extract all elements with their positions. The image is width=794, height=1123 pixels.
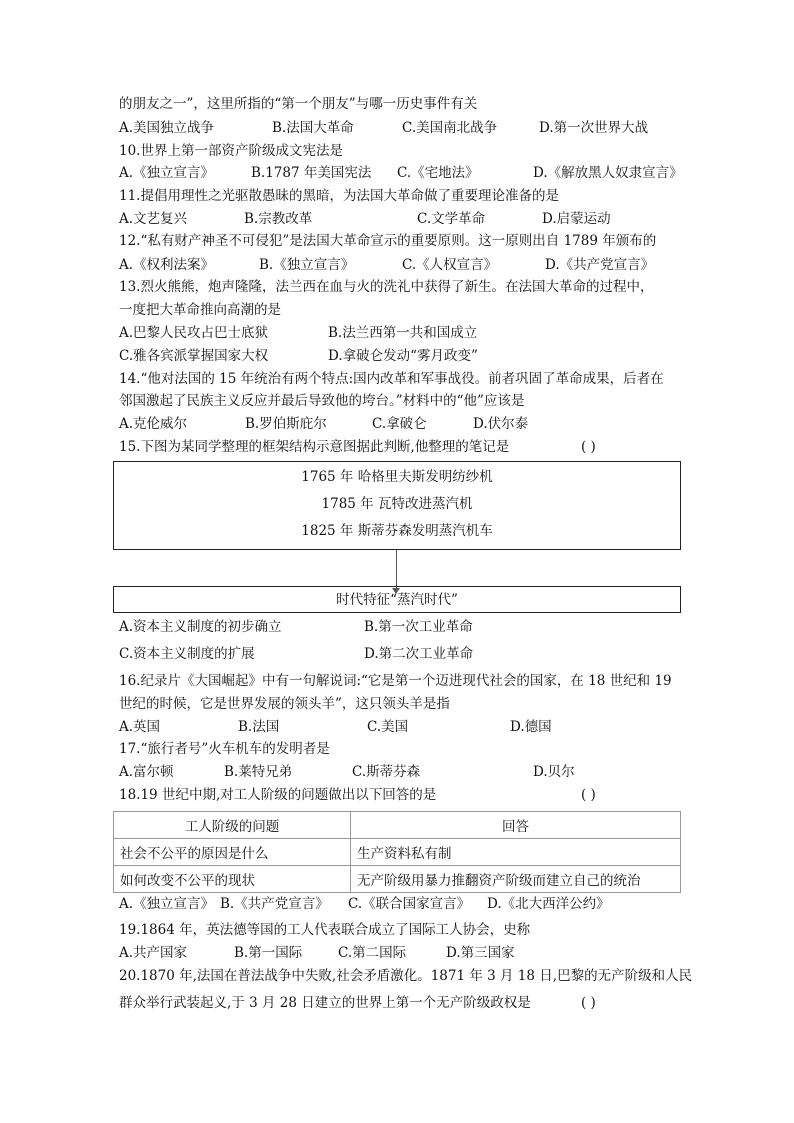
option-a: A.克伦威尔 [119, 416, 188, 432]
option-c: C.斯蒂芬森 [352, 764, 421, 780]
table-row [114, 866, 681, 893]
option-a: A.共产国家 [119, 945, 188, 961]
question-15: 15.下图为某同学整理的框架结构示意图据此判断,他整理的笔记是 [119, 439, 510, 455]
question-14-cont: 邻国激起了民族主义反应并最后导致他的垮台。”材料中的“他”应该是 [119, 393, 525, 409]
option-d: D.贝尔 [533, 764, 575, 780]
option-c: C.雅各宾派掌握国家大权 [119, 348, 269, 364]
option-b: B.宗教改革 [244, 211, 313, 227]
option-b: B.罗伯斯庇尔 [245, 416, 327, 432]
events-box [113, 461, 681, 550]
option-c: C.《联合国家宣言》 [348, 896, 471, 912]
option-c: C.文学革命 [417, 211, 486, 227]
event-line: 1765 年 哈格里夫斯发明纺纱机 [301, 469, 493, 485]
question-13: 13.烈火熊熊，炮声隆隆，法兰西在血与火的洗礼中获得了新生。在法国大革命的过程中， [119, 279, 654, 295]
question-16-cont: 世纪的时候，它是世界发展的领头羊”，这只领头羊是指 [119, 696, 450, 712]
era-feature: 时代特征“蒸汽时代” [336, 592, 458, 608]
question-18: 18.19 世纪中期,对工人阶级的问题做出以下回答的是 [119, 787, 437, 803]
option-c: C.《人权宣言》 [402, 257, 498, 273]
table-cell: 无产阶级用暴力推翻资产阶级而建立自己的统治 [351, 866, 681, 893]
option-a: A.《独立宣言》 [119, 896, 215, 912]
option-d: D.第二次工业革命 [364, 646, 474, 662]
table-cell: 社会不公平的原因是什么 [114, 839, 351, 866]
option-d: D.《解放黑人奴隶宣言》 [533, 165, 683, 181]
option-d: D.启蒙运动 [542, 211, 611, 227]
question-13-cont: 一度把大革命推向高潮的是 [119, 302, 281, 318]
option-d: D.《共产党宣言》 [545, 257, 655, 273]
option-a: A.《独立宣言》 [119, 165, 215, 181]
option-d: D.第一次世界大战 [539, 120, 649, 136]
option-b: B.法兰西第一共和国成立 [328, 325, 478, 341]
option-d: D.第三国家 [446, 945, 515, 961]
option-a: A.巴黎人民攻占巴士底狱 [119, 325, 269, 341]
option-a: A.《权利法案》 [119, 257, 215, 273]
option-b: B.法国大革命 [272, 120, 354, 136]
answer-bracket: ( ) [581, 995, 596, 1011]
option-c: C.美国南北战争 [402, 120, 498, 136]
option-b: B.莱特兄弟 [224, 764, 293, 780]
question-19: 19.1864 年，英法德等国的工人代表联合成立了国际工人协会，史称 [119, 922, 531, 938]
option-a: A.文艺复兴 [119, 211, 188, 227]
option-a: A.美国独立战争 [119, 120, 215, 136]
option-b: B.《独立宣言》 [259, 257, 355, 273]
option-b: B.1787 年美国宪法 [251, 165, 372, 181]
option-d: D.德国 [510, 719, 552, 735]
option-d: D.拿破仑发动“雾月政变” [328, 348, 478, 364]
option-c: C.美国 [367, 719, 409, 735]
table-cell: 如何改变不公平的现状 [114, 866, 351, 893]
event-line: 1825 年 斯蒂芬森发明蒸汽机车 [301, 523, 493, 539]
table-row [114, 839, 681, 866]
table-cell: 生产资料私有制 [351, 839, 681, 866]
option-c: C.第二国际 [338, 945, 407, 961]
option-a: A.富尔顿 [119, 764, 174, 780]
option-a: A.资本主义制度的初步确立 [119, 619, 282, 635]
option-d: D.《北大西洋公约》 [487, 896, 610, 912]
answer-bracket: ( ) [581, 439, 596, 455]
question-10: 10.世界上第一部资产阶级成文宪法是 [119, 143, 343, 159]
option-b: B.第一次工业革命 [364, 619, 473, 635]
option-d: D.伏尔泰 [473, 416, 529, 432]
table-header: 回答 [351, 812, 681, 839]
answer-bracket: ( ) [581, 787, 596, 803]
option-b: B.法国 [238, 719, 280, 735]
question-12: 12.“私有财产神圣不可侵犯”是法国大革命宣示的重要原则。这一原则出自 1789 年颁布的 [119, 233, 657, 249]
answer-table [113, 811, 681, 893]
option-b: B.第一国际 [234, 945, 303, 961]
question-11: 11.提倡用理性之光驱散愚昧的黑暗，为法国大革命做了重要理论准备的是 [119, 188, 559, 204]
question-20: 20.1870 年,法国在普法战争中失败,社会矛盾激化。1871 年 3 月 18 日,巴黎的无产阶级和人民 [119, 968, 693, 984]
feature-box [113, 586, 681, 613]
arrow-connector [396, 550, 397, 590]
table-header: 工人阶级的问题 [114, 812, 351, 839]
question-text: 的朋友之一”，这里所指的“第一个朋友”与哪一历史事件有关 [119, 96, 478, 112]
question-14: 14.“他对法国的 15 年统治有两个特点:国内改革和军事战役。前者巩固了革命成果，后者在 [119, 371, 664, 387]
option-c: C.资本主义制度的扩展 [119, 646, 255, 662]
question-17: 17.“旅行者号”火车机车的发明者是 [119, 741, 330, 757]
option-a: A.英国 [119, 719, 161, 735]
event-line: 1785 年 瓦特改进蒸汽机 [321, 496, 473, 512]
option-c: C.拿破仑 [372, 416, 427, 432]
option-c: C.《宅地法》 [397, 165, 479, 181]
question-16: 16.纪录片《大国崛起》中有一句解说词:“它是第一个迈进现代社会的国家，在 18 世纪和 19 [119, 673, 672, 689]
question-20-cont: 群众举行武装起义,于 3 月 28 日建立的世界上第一个无产阶级政权是 [119, 995, 531, 1011]
option-b: B.《共产党宣言》 [220, 896, 329, 912]
